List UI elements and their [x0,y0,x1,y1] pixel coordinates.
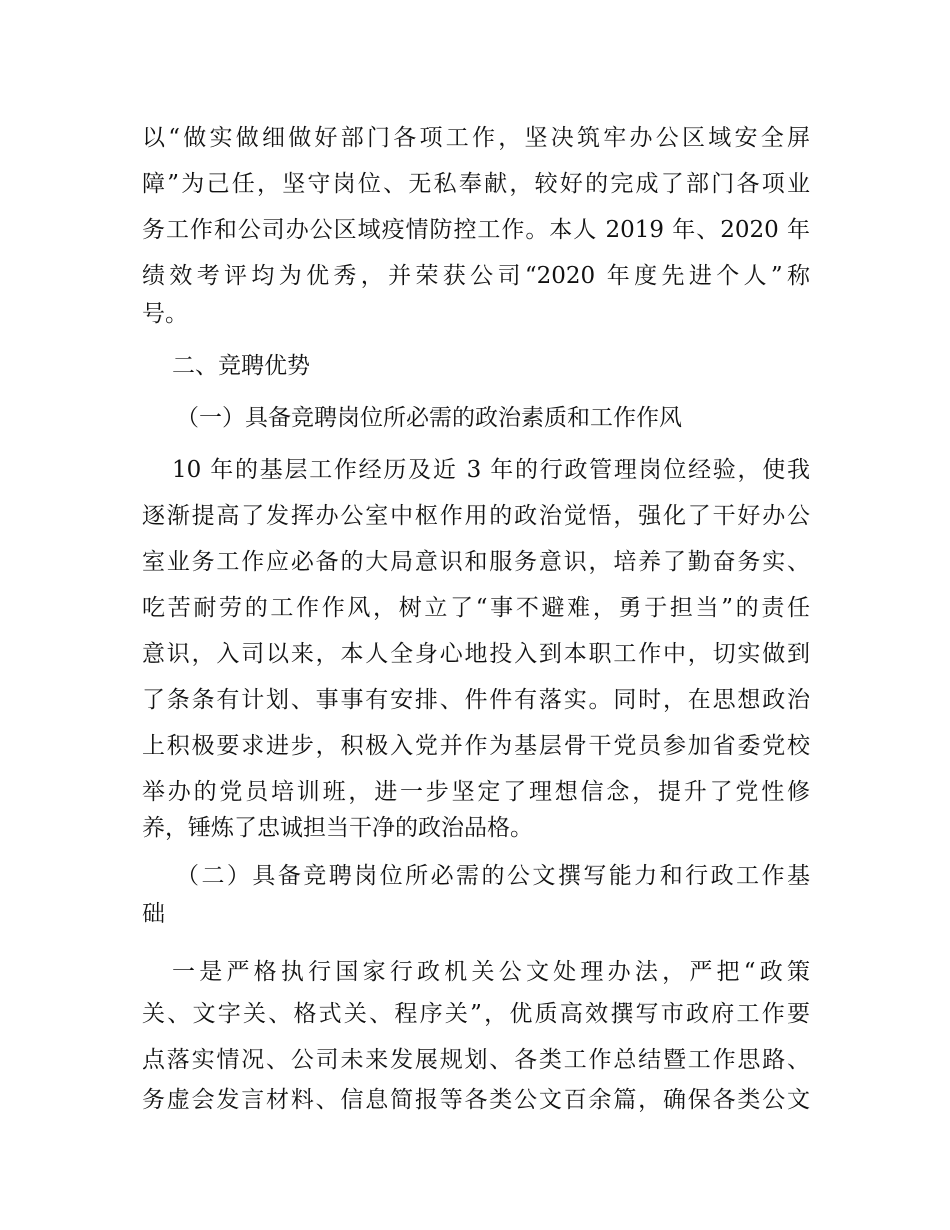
paragraph-line: 了条条有计划、事事有安排、件件有落实。同时，在思想政治 [142,687,810,713]
paragraph-line: 以“做实做细做好部门各项工作，坚决筑牢办公区域安全屏 [142,125,810,151]
paragraph-line: 务虚会发言材料、信息简报等各类公文百余篇，确保各类公文 [142,1087,810,1113]
paragraph-line: 逐渐提高了发挥办公室中枢作用的政治觉悟，强化了干好办公 [142,503,810,529]
paragraph-line: 上积极要求进步，积极入党并作为基层骨干党员参加省委党校 [142,733,810,759]
paragraph-line: 吃苦耐劳的工作作风，树立了“事不避难，勇于担当”的责任 [142,595,810,621]
paragraph-line: 举办的党员培训班，进一步坚定了理想信念，提升了党性修 [142,779,810,805]
paragraph-line: 一是严格执行国家行政机关公文处理办法，严把“政策 [172,959,810,985]
paragraph-line: 号。 [142,301,188,327]
paragraph-line: 点落实情况、公司未来发展规划、各类工作总结暨工作思路、 [142,1047,810,1073]
subsection-heading: （一）具备竞聘岗位所必需的政治素质和工作作风 [176,405,682,431]
paragraph-line: 务工作和公司办公区域疫情防控工作。本人 2019 年、2020 年 [142,217,810,243]
subsection-heading-continued: 础 [142,901,165,927]
paragraph-line: 关、文字关、格式关、程序关”，优质高效撰写市政府工作要 [142,1001,810,1027]
paragraph-line: 障”为己任，坚守岗位、无私奉献，较好的完成了部门各项业 [142,171,810,197]
paragraph-line: 室业务工作应必备的大局意识和服务意识，培养了勤奋务实、 [142,549,810,575]
subsection-heading: （二）具备竞聘岗位所必需的公文撰写能力和行政工作基 [176,863,810,889]
paragraph-line: 意识，入司以来，本人全身心地投入到本职工作中，切实做到 [142,641,810,667]
section-heading: 二、竞聘优势 [172,353,310,379]
paragraph-line: 10 年的基层工作经历及近 3 年的行政管理岗位经验，使我 [172,457,810,483]
paragraph-line: 养，锤炼了忠诚担当干净的政治品格。 [142,815,533,841]
paragraph-line: 绩效考评均为优秀，并荣获公司“2020 年度先进个人”称 [142,263,810,289]
